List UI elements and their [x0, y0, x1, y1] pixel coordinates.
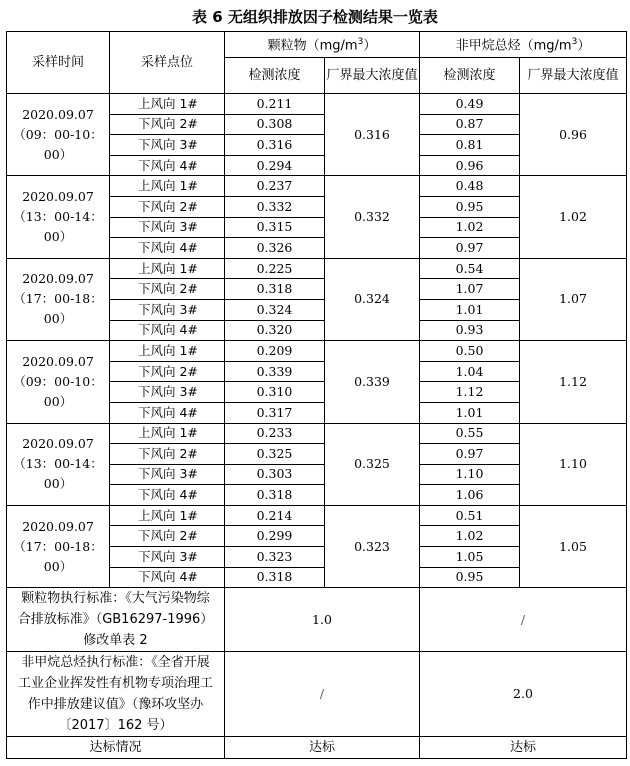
pm-concentration: 0.299 [225, 526, 325, 547]
table-row [7, 505, 627, 526]
nmhc-max-concentration: 1.05 [520, 505, 627, 587]
sampling-point: 下风向 3# [110, 382, 225, 403]
sampling-date: 2020.09.07 [22, 106, 94, 122]
nmhc-concentration: 0.87 [420, 114, 520, 135]
nmhc-max-concentration: 1.10 [520, 423, 627, 505]
nmhc-concentration: 0.95 [420, 567, 520, 588]
pm-concentration: 0.317 [225, 402, 325, 423]
header-point: 采样点位 [110, 32, 225, 94]
sampling-time [7, 94, 110, 176]
pm-max-concentration: 0.316 [325, 94, 420, 176]
sampling-time [7, 176, 110, 258]
pm-concentration: 0.318 [225, 485, 325, 506]
nmhc-concentration: 1.06 [420, 485, 520, 506]
nmhc-concentration: 0.54 [420, 258, 520, 279]
nmhc-concentration: 0.49 [420, 94, 520, 115]
nmhc-concentration: 0.95 [420, 196, 520, 217]
sampling-date: 2020.09.07 [22, 353, 94, 369]
nmhc-concentration: 0.97 [420, 238, 520, 259]
pm-concentration: 0.308 [225, 114, 325, 135]
nmhc-concentration: 1.01 [420, 299, 520, 320]
pm-concentration: 0.233 [225, 423, 325, 444]
pm-max-concentration: 0.323 [325, 505, 420, 587]
sampling-point: 下风向 2# [110, 114, 225, 135]
pm-compliance: 达标 [225, 737, 420, 759]
nmhc-concentration: 1.05 [420, 547, 520, 568]
header-pm-max: 厂界最大浓度值 [325, 58, 420, 94]
sampling-point: 下风向 2# [110, 526, 225, 547]
sampling-point: 上风向 1# [110, 505, 225, 526]
header-nmhc-max: 厂界最大浓度值 [520, 58, 627, 94]
nmhc-concentration: 0.50 [420, 341, 520, 362]
nmhc-concentration: 1.12 [420, 382, 520, 403]
sampling-point: 下风向 2# [110, 279, 225, 300]
sampling-point: 上风向 1# [110, 94, 225, 115]
pm-concentration: 0.325 [225, 444, 325, 465]
sampling-point: 上风向 1# [110, 423, 225, 444]
header-nmhc: 非甲烷总烃$(mg/m^3)$ [420, 32, 627, 58]
sampling-point: 下风向 3# [110, 217, 225, 238]
pm-concentration: 0.339 [225, 361, 325, 382]
table-row [7, 176, 627, 197]
table-row [7, 94, 627, 115]
nmhc-concentration: 0.81 [420, 135, 520, 156]
sampling-date: 2020.09.07 [22, 436, 94, 452]
pm-concentration: 0.315 [225, 217, 325, 238]
nmhc-concentration: 1.02 [420, 217, 520, 238]
nmhc-compliance: 达标 [420, 737, 627, 759]
pm-concentration: 0.294 [225, 155, 325, 176]
header-pm: 颗粒物$(mg/m^3)$ [225, 32, 420, 58]
pm-concentration: 0.303 [225, 464, 325, 485]
nmhc-concentration: 1.01 [420, 402, 520, 423]
sampling-point: 下风向 3# [110, 547, 225, 568]
sampling-point: 上风向 1# [110, 258, 225, 279]
nmhc-max-concentration: 1.12 [520, 341, 627, 423]
sampling-point: 下风向 4# [110, 155, 225, 176]
pm-max-concentration: 0.325 [325, 423, 420, 505]
pm-concentration: 0.323 [225, 547, 325, 568]
compliance-label: 达标情况 [7, 737, 225, 759]
sampling-time-range: （17：00-18：00） [13, 291, 103, 327]
sampling-point: 下风向 3# [110, 299, 225, 320]
results-table [6, 31, 627, 759]
sampling-point: 下风向 2# [110, 196, 225, 217]
header-time: 采样时间 [7, 32, 110, 94]
nmhc-concentration: 1.04 [420, 361, 520, 382]
pm-concentration: 0.225 [225, 258, 325, 279]
pm-standard-nmhc-value: / [420, 588, 627, 652]
pm-concentration: 0.324 [225, 299, 325, 320]
nmhc-concentration: 0.93 [420, 320, 520, 341]
pm-concentration: 0.318 [225, 567, 325, 588]
nmhc-concentration: 1.07 [420, 279, 520, 300]
pm-max-concentration: 0.324 [325, 258, 420, 340]
nmhc-concentration: 0.51 [420, 505, 520, 526]
sampling-point: 上风向 1# [110, 341, 225, 362]
nmhc-concentration: 0.48 [420, 176, 520, 197]
sampling-point: 下风向 3# [110, 464, 225, 485]
table-title: 表 6 无组织排放因子检测结果一览表 [192, 8, 438, 26]
pm-concentration: 0.310 [225, 382, 325, 403]
nmhc-concentration: 0.55 [420, 423, 520, 444]
pm-concentration: 0.318 [225, 279, 325, 300]
pm-concentration: 0.332 [225, 196, 325, 217]
pm-standard-value: 1.0 [225, 588, 420, 652]
sampling-time-range: （09：00-10：00） [13, 126, 103, 162]
nmhc-standard-label: 非甲烷总烃执行标准：《全省开展工业企业挥发性有机物专项治理工作中排放建议值》（豫环攻坚办〔2017〕162 号） [7, 652, 225, 737]
sampling-point: 下风向 4# [110, 485, 225, 506]
nmhc-concentration: 1.10 [420, 464, 520, 485]
pm-concentration: 0.209 [225, 341, 325, 362]
sampling-date: 2020.09.07 [22, 271, 94, 287]
nmhc-concentration: 0.96 [420, 155, 520, 176]
nmhc-max-concentration: 1.02 [520, 176, 627, 258]
pm-concentration: 0.316 [225, 135, 325, 156]
pm-concentration: 0.214 [225, 505, 325, 526]
sampling-date: 2020.09.07 [22, 518, 94, 534]
nmhc-standard-pm-value: / [225, 652, 420, 737]
pm-standard-label: 颗粒物执行标准：《大气污染物综合排放标准》（GB16297-1996）修改单表 2 [7, 588, 225, 652]
table-row [7, 258, 627, 279]
pm-concentration: 0.320 [225, 320, 325, 341]
sampling-time [7, 505, 110, 587]
sampling-point: 下风向 3# [110, 135, 225, 156]
table-row [7, 341, 627, 362]
pm-max-concentration: 0.339 [325, 341, 420, 423]
pm-concentration: 0.237 [225, 176, 325, 197]
sampling-date: 2020.09.07 [22, 189, 94, 205]
sampling-point: 上风向 1# [110, 176, 225, 197]
table-row [7, 423, 627, 444]
sampling-point: 下风向 4# [110, 238, 225, 259]
sampling-time-range: （17：00-18：00） [13, 538, 103, 574]
sampling-time-range: （09：00-10：00） [13, 373, 103, 409]
pm-concentration: 0.211 [225, 94, 325, 115]
sampling-point: 下风向 4# [110, 567, 225, 588]
nmhc-max-concentration: 1.07 [520, 258, 627, 340]
pm-max-concentration: 0.332 [325, 176, 420, 258]
sampling-time [7, 258, 110, 340]
nmhc-standard-value: 2.0 [420, 652, 627, 737]
sampling-time-range: （13：00-14：00） [13, 209, 103, 245]
nmhc-concentration: 1.02 [420, 526, 520, 547]
sampling-point: 下风向 2# [110, 444, 225, 465]
sampling-time [7, 341, 110, 423]
pm-concentration: 0.326 [225, 238, 325, 259]
nmhc-concentration: 0.97 [420, 444, 520, 465]
header-pm-measured: 检测浓度 [225, 58, 325, 94]
sampling-time [7, 423, 110, 505]
sampling-point: 下风向 2# [110, 361, 225, 382]
sampling-point: 下风向 4# [110, 320, 225, 341]
nmhc-max-concentration: 0.96 [520, 94, 627, 176]
sampling-point: 下风向 4# [110, 402, 225, 423]
sampling-time-range: （13：00-14：00） [13, 456, 103, 492]
header-nmhc-measured: 检测浓度 [420, 58, 520, 94]
